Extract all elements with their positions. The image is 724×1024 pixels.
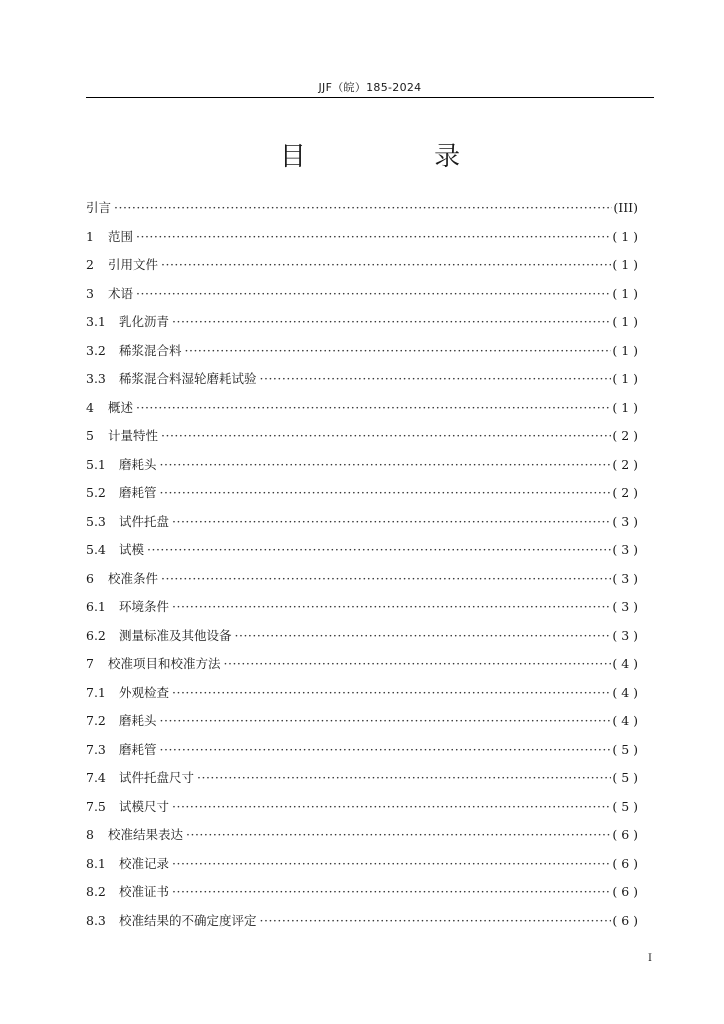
toc-entry-page: (III): [613, 200, 638, 215]
toc-entry-label: 试件托盘尺寸: [119, 770, 195, 785]
toc-entry-number: 8.2: [86, 884, 106, 899]
toc-entry-number: 8.1: [86, 855, 106, 871]
toc-entry-page: ( 3 ): [612, 513, 638, 529]
toc-entry-page: ( 6 ): [612, 827, 638, 842]
toc-entry[interactable]: [86, 911, 638, 940]
toc-entry-page: ( 1 ): [612, 257, 638, 272]
toc-entry-number: 7.4: [86, 770, 106, 785]
toc-dot-leader: [172, 597, 611, 617]
toc-entry-label: 引言: [86, 200, 112, 215]
toc-entry-page: ( 3 ): [612, 627, 638, 643]
toc-entry-label: 乳化沥青: [119, 314, 170, 329]
toc-entry[interactable]: [86, 455, 638, 484]
toc-entry-label: 引用文件: [108, 257, 159, 272]
toc-dot-leader: [161, 255, 611, 275]
toc-entry-label: 磨耗管: [119, 741, 157, 757]
toc-dot-leader: [185, 341, 612, 361]
toc-dot-leader: [172, 512, 611, 532]
toc-entry[interactable]: [86, 768, 638, 797]
toc-dot-leader: [136, 398, 611, 418]
toc-entry[interactable]: [86, 284, 638, 313]
toc-entry-number: 3.2: [86, 342, 106, 358]
toc-dot-leader: [160, 455, 612, 475]
toc-entry[interactable]: [86, 398, 638, 427]
toc-entry-number: 3: [86, 285, 94, 301]
toc-dot-leader: [172, 683, 611, 703]
toc-dot-leader: [260, 911, 612, 931]
toc-dot-leader: [147, 540, 611, 560]
toc-dot-leader: [160, 483, 612, 503]
toc-entry-number: 8: [86, 827, 94, 842]
toc-entry-number: 6: [86, 570, 94, 586]
toc-entry-page: ( 1 ): [612, 228, 638, 244]
toc-entry-number: 3.1: [86, 314, 106, 329]
toc-entry-label: 磨耗头: [119, 713, 157, 728]
toc-entry[interactable]: [86, 683, 638, 712]
toc-dot-leader: [161, 426, 611, 446]
page-title: 目 录: [279, 142, 521, 172]
toc-entry-number: 5: [86, 428, 94, 443]
toc-entry[interactable]: [86, 740, 638, 769]
toc-dot-leader: [136, 227, 611, 247]
toc-entry-number: 2: [86, 257, 94, 272]
toc-entry-number: 5.2: [86, 485, 106, 500]
toc-entry[interactable]: [86, 797, 638, 826]
toc-entry[interactable]: [86, 198, 638, 227]
toc-entry-label: 测量标准及其他设备: [119, 627, 232, 643]
toc-entry-page: ( 6 ): [612, 912, 638, 928]
toc-entry-number: 7: [86, 656, 94, 671]
toc-entry-page: ( 3 ): [612, 599, 638, 614]
toc-dot-leader: [235, 626, 612, 646]
toc-entry-number: 5.4: [86, 542, 106, 557]
toc-entry-page: ( 1 ): [612, 342, 638, 358]
toc-entry-label: 校准证书: [119, 884, 170, 899]
toc-entry-label: 校准项目和校准方法: [108, 656, 221, 671]
toc-entry-page: ( 4 ): [612, 684, 638, 700]
toc-entry-number: 7.1: [86, 684, 106, 700]
toc-entry-label: 试模: [119, 542, 145, 557]
toc-entry[interactable]: [86, 569, 638, 598]
toc-entry-page: ( 6 ): [612, 884, 638, 899]
toc-dot-leader: [172, 797, 611, 817]
toc-entry[interactable]: [86, 426, 638, 455]
toc-entry[interactable]: [86, 483, 638, 512]
toc-entry-number: 1: [86, 228, 94, 244]
toc-dot-leader: [136, 284, 611, 304]
toc-entry-label: 环境条件: [119, 599, 170, 614]
toc-entry[interactable]: [86, 882, 638, 911]
toc-entry[interactable]: [86, 825, 638, 854]
toc-entry[interactable]: [86, 312, 638, 341]
toc-entry-number: 6.1: [86, 599, 106, 614]
toc-entry-page: ( 5 ): [612, 741, 638, 757]
toc-entry-label: 校准结果的不确定度评定: [119, 912, 257, 928]
toc-entry-number: 5.1: [86, 456, 106, 472]
toc-entry-number: 7.3: [86, 741, 106, 757]
toc-entry-label: 计量特性: [108, 428, 159, 443]
toc-entry-label: 范围: [108, 228, 134, 244]
toc-entry-page: ( 4 ): [612, 713, 638, 728]
toc-entry-page: ( 1 ): [612, 314, 638, 329]
toc-dot-leader: [186, 825, 611, 845]
toc-entry-label: 试模尺寸: [119, 798, 170, 814]
toc-entry-page: ( 6 ): [612, 855, 638, 871]
toc-entry-page: ( 1 ): [612, 399, 638, 415]
toc-entry[interactable]: [86, 540, 638, 569]
toc-entry-label: 校准结果表达: [108, 827, 184, 842]
toc-entry-page: ( 5 ): [612, 770, 638, 785]
toc-entry-page: ( 1 ): [612, 371, 638, 386]
toc-entry-page: ( 4 ): [612, 656, 638, 671]
toc-dot-leader: [172, 854, 611, 874]
toc-entry[interactable]: [86, 512, 638, 541]
toc-entry-number: 6.2: [86, 627, 106, 643]
toc-dot-leader: [172, 312, 611, 332]
toc-entry[interactable]: [86, 341, 638, 370]
toc-dot-leader: [160, 711, 612, 731]
toc-entry-number: 8.3: [86, 912, 106, 928]
toc-dot-leader: [161, 569, 611, 589]
toc-entry-label: 磨耗管: [119, 485, 157, 500]
page-number: I: [648, 953, 652, 964]
header-rule: [86, 97, 654, 98]
toc-entry-page: ( 3 ): [612, 570, 638, 586]
running-header: JJF（皖）185-2024: [318, 81, 422, 94]
toc-entry-page: ( 3 ): [612, 542, 638, 557]
toc-dot-leader: [197, 768, 611, 788]
toc-entry-label: 校准记录: [119, 855, 170, 871]
toc-entry-number: 4: [86, 399, 94, 415]
toc-dot-leader: [224, 654, 612, 674]
toc-entry[interactable]: [86, 369, 638, 398]
toc-entry-label: 磨耗头: [119, 456, 157, 472]
toc-entry-label: 校准条件: [108, 570, 159, 586]
toc-entry-page: ( 5 ): [612, 798, 638, 814]
toc-entry-number: 7.2: [86, 713, 106, 728]
toc-entry[interactable]: [86, 227, 638, 256]
toc-dot-leader: [160, 740, 612, 760]
table-of-contents: [86, 198, 638, 939]
toc-entry-page: ( 2 ): [612, 428, 638, 443]
toc-entry[interactable]: [86, 597, 638, 626]
toc-entry[interactable]: [86, 255, 638, 284]
toc-entry-page: ( 1 ): [612, 285, 638, 301]
toc-entry-page: ( 2 ): [612, 485, 638, 500]
toc-entry[interactable]: [86, 854, 638, 883]
toc-dot-leader: [114, 198, 612, 218]
toc-entry-label: 外观检查: [119, 684, 170, 700]
toc-entry-label: 稀浆混合料湿轮磨耗试验: [119, 371, 257, 386]
toc-entry-number: 5.3: [86, 513, 106, 529]
toc-entry[interactable]: [86, 626, 638, 655]
toc-entry-label: 试件托盘: [119, 513, 170, 529]
toc-entry-number: 3.3: [86, 371, 106, 386]
toc-entry-number: 7.5: [86, 798, 106, 814]
toc-entry-page: ( 2 ): [612, 456, 638, 472]
toc-entry[interactable]: [86, 654, 638, 683]
toc-entry-label: 概述: [108, 399, 134, 415]
toc-entry-label: 术语: [108, 285, 134, 301]
toc-dot-leader: [260, 369, 612, 389]
toc-dot-leader: [172, 882, 611, 902]
toc-entry[interactable]: [86, 711, 638, 740]
toc-entry-label: 稀浆混合料: [119, 342, 182, 358]
